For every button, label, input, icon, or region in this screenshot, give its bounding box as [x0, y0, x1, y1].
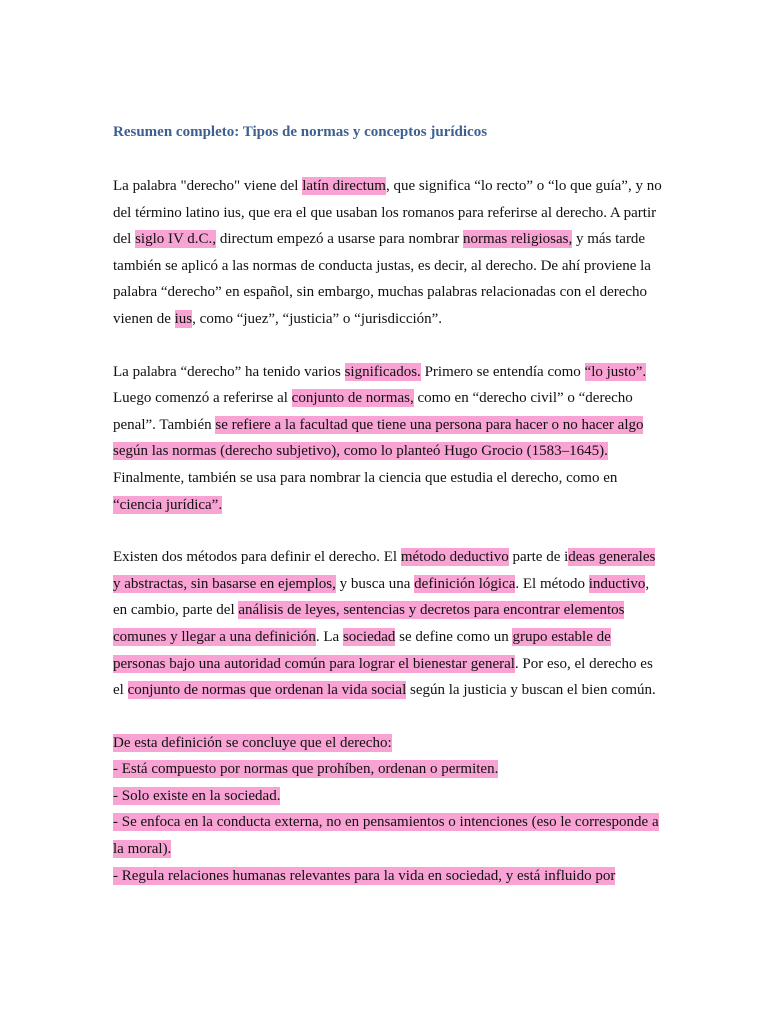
highlighted-text: grupo estable de personas bajo una autoridad común para lograr el bienestar general — [113, 628, 611, 672]
text-run: , que significa “lo recto” o “lo que guía”, y no del término latino ius, que era el que usaban los romanos para referirse al derecho. A partir del — [113, 178, 662, 248]
text-run: parte de i — [508, 549, 569, 566]
highlighted-text: inductivo — [588, 575, 646, 592]
text-run: La palabra "derecho" viene del — [113, 178, 303, 194]
document-title: Resumen completo: Tipos de normas y conceptos jurídicos — [113, 124, 488, 140]
conclusion-list — [113, 730, 663, 890]
highlighted-text: siglo IV d.C., — [135, 231, 217, 248]
list-item: - Regula relaciones humanas relevantes para la vida en sociedad, y está influido por — [113, 867, 616, 884]
text-run: se define como un — [395, 628, 513, 645]
list-intro: De esta definición se concluye que el derecho: — [113, 734, 392, 751]
text-run: . Por eso, el derecho es el — [113, 655, 653, 699]
paragraph-meanings — [113, 359, 663, 519]
text-run: Luego comenzó a referirse al — [113, 390, 292, 407]
highlighted-text: sociedad — [342, 628, 396, 645]
list-item: - Se enfoca en la conducta externa, no en pensamientos o intenciones (eso le corresponde a la moral). — [113, 814, 659, 858]
paragraph-etymology — [113, 173, 663, 333]
highlighted-text: conjunto de normas que ordenan la vida social — [127, 682, 407, 699]
list-item: - Está compuesto por normas que prohíben, ordenan o permiten. — [113, 761, 499, 778]
text-run: directum empezó a usarse para nombrar — [216, 231, 464, 248]
highlighted-text: se refiere a la facultad que tiene una persona para hacer o no hacer algo según las normas (derecho subjetivo), como lo planteó Hugo Grocio (1583–1645). — [113, 416, 644, 460]
text-run: La palabra “derecho” ha tenido varios — [113, 363, 345, 380]
highlighted-text: método deductivo — [400, 549, 509, 566]
highlighted-text: significados. — [344, 363, 421, 380]
text-run: según la justicia y buscan el bien común. — [406, 682, 656, 699]
paragraph-methods — [113, 544, 663, 704]
highlighted-text: definición lógica — [414, 575, 516, 592]
highlighted-text: deas generales y abstractas, sin basarse en ejemplos, — [113, 549, 656, 592]
text-run: , en cambio, parte del — [113, 575, 650, 619]
text-run: Primero se entendía como — [420, 363, 585, 380]
text-run: y busca una — [335, 575, 415, 592]
text-run: , como “juez”, “justicia” o “jurisdicción”. — [192, 310, 443, 327]
highlighted-text: ius — [174, 310, 193, 327]
highlighted-text: conjunto de normas, — [291, 390, 414, 407]
text-run: y más tarde también se aplicó a las normas de conducta justas, es decir, al derecho. De ahí proviene la palabra “derecho” en español, sin embargo, muchas palabras relacionadas con el derecho vienen de — [113, 231, 651, 327]
list-item: - Solo existe en la sociedad. — [113, 787, 281, 804]
highlighted-text: normas religiosas, — [463, 231, 573, 248]
text-run: . La — [315, 628, 343, 645]
highlighted-text: latín directum — [302, 178, 386, 194]
text-run: Existen dos métodos para definir el derecho. El — [113, 549, 401, 566]
highlighted-text: “ciencia jurídica”. — [113, 496, 223, 513]
text-run: . El método — [515, 575, 589, 592]
text-run: Finalmente, también se usa para nombrar la ciencia que estudia el derecho, como en — [113, 469, 618, 486]
text-run: como en “derecho civil” o “derecho penal”. También — [113, 390, 633, 433]
highlighted-text: análisis de leyes, sentencias y decretos para encontrar elementos comunes y llegar a una definición — [113, 602, 625, 645]
highlighted-text: “lo justo”. — [584, 363, 647, 380]
